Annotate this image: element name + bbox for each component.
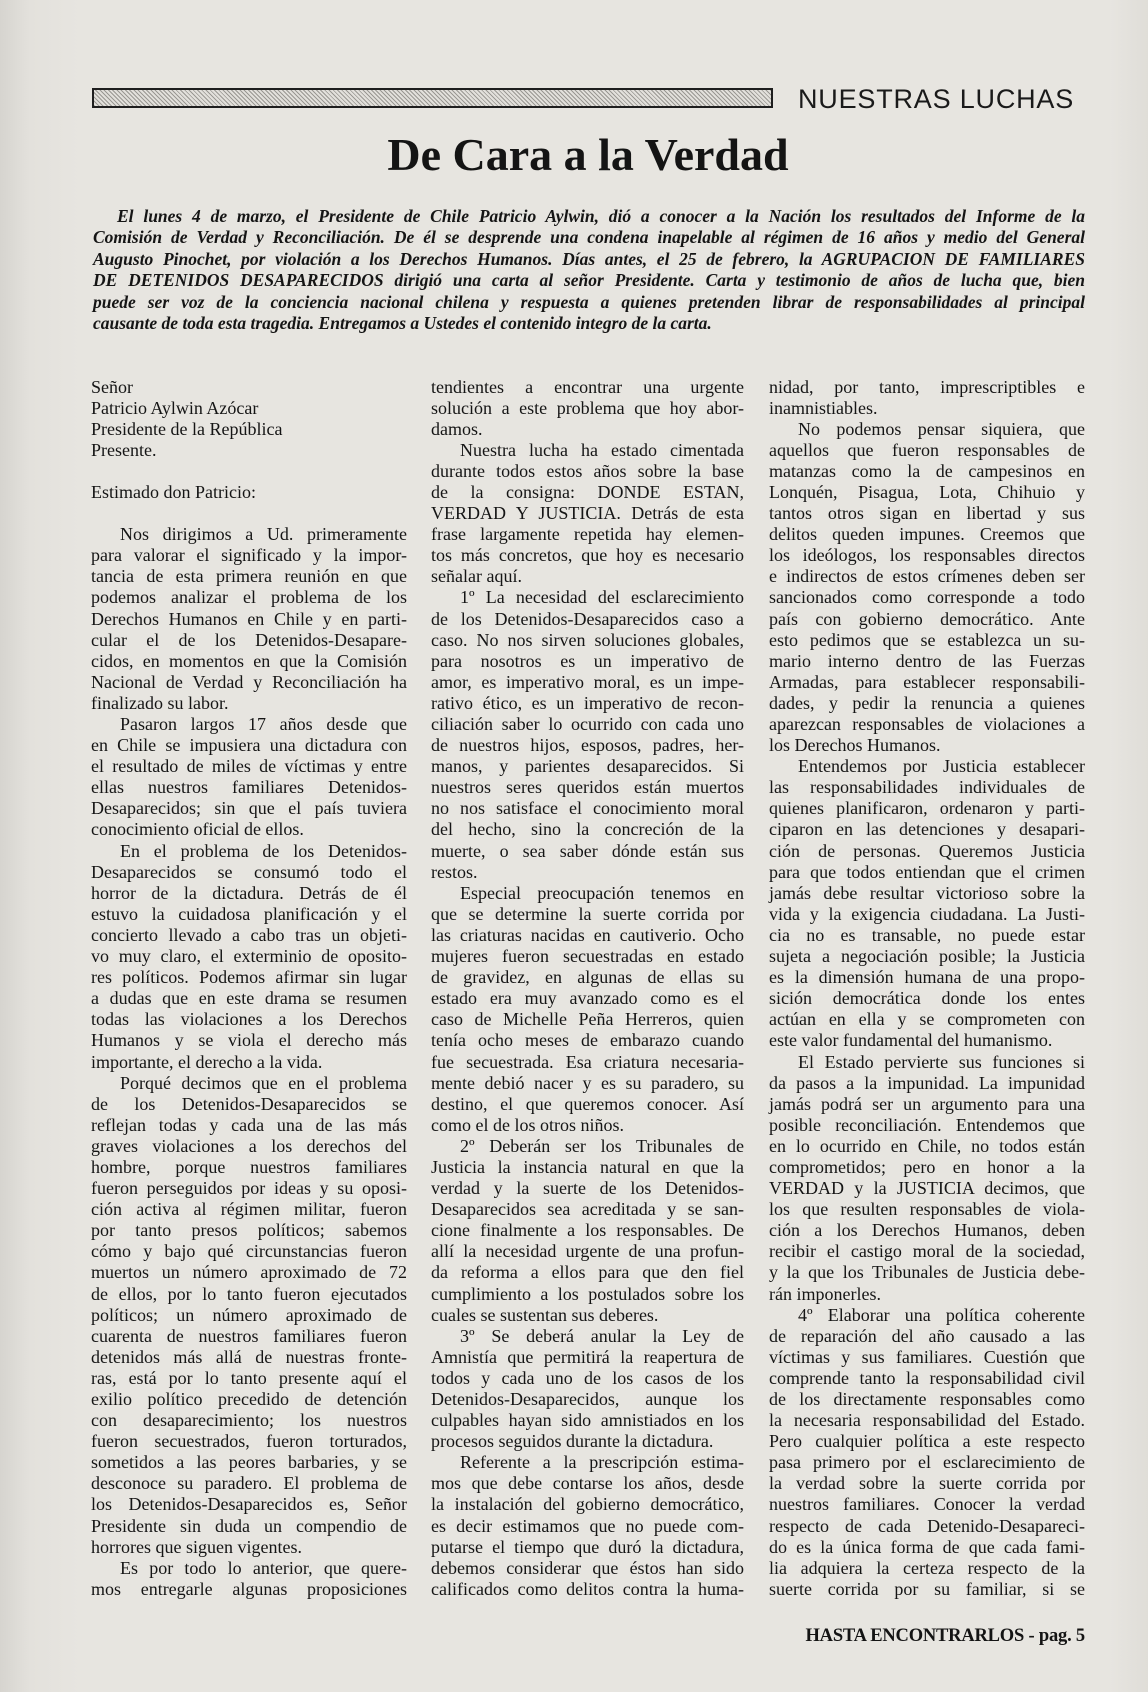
- column-2: [431, 377, 744, 1600]
- text-line: muertos un número aproximado de 72: [91, 1262, 407, 1283]
- text-line: comprende tanto la responsabilidad civil: [769, 1367, 1085, 1388]
- text-line: caso de Michelle Peña Herreros, quien: [431, 1009, 744, 1030]
- text-line: todos y cada uno de los casos de los: [431, 1367, 744, 1388]
- text-line: calificados como delitos contra la huma-: [431, 1578, 744, 1599]
- text-line: desconoce su paradero. El problema de: [91, 1473, 407, 1494]
- text-line: importante, el derecho a la vida.: [91, 1051, 323, 1072]
- text-line: respecto de cada Detenido-Desapareci-: [769, 1515, 1085, 1536]
- text-line: cuarenta de nuestros familiares fueron: [91, 1325, 407, 1346]
- text-line: Es por todo lo anterior, que quere-: [120, 1557, 407, 1578]
- text-line: restos.: [431, 861, 478, 882]
- text-line: actúan en ella y se comprometen con: [769, 1009, 1085, 1030]
- intro-paragraph: [93, 206, 1085, 334]
- text-line: rativo ético, es un imperativo de recon-: [431, 692, 744, 713]
- recipient-line: Señor: [91, 376, 133, 397]
- paragraph: [769, 1305, 1085, 1600]
- text-line: Humanos y se viola el derecho más: [91, 1030, 407, 1051]
- text-line: dades, y pedir la renuncia a quienes: [769, 692, 1085, 713]
- column-1-body: [91, 524, 407, 1600]
- text-line: por tanto presos políticos; sabemos: [91, 1220, 407, 1241]
- text-line: VERDAD Y JUSTICIA. Detrás de esta: [431, 503, 744, 524]
- text-line: destino, el que queremos conocer. Así: [431, 1093, 744, 1114]
- text-line: nuestros seres queridos están muertos: [431, 777, 744, 798]
- text-line: con desaparecimiento; los nuestros: [91, 1410, 407, 1431]
- text-line: país con gobierno democrático. Ante: [769, 608, 1085, 629]
- text-line: Pero cualquier política a este respecto: [769, 1431, 1085, 1452]
- text-line: rán imponerles.: [769, 1283, 881, 1304]
- column-3-body: [769, 377, 1085, 1600]
- paragraph: [91, 714, 407, 841]
- text-line: es la dimensión humana de una propo-: [769, 967, 1085, 988]
- text-line: culpables hayan sido amnistiados en los: [431, 1410, 744, 1431]
- text-line: ción de personas. Queremos Justicia: [769, 840, 1085, 861]
- paragraph: [431, 1136, 744, 1326]
- text-line: la verdad sobre la suerte corrida por: [769, 1473, 1085, 1494]
- text-line: En el problema de los Detenidos-: [120, 840, 407, 861]
- text-line: de gravidez, en algunas de ellas su: [431, 967, 744, 988]
- text-line: res políticos. Podemos afirmar sin lugar: [91, 967, 407, 988]
- text-line: horrores que siguen vigentes.: [91, 1536, 302, 1557]
- paragraph: [769, 419, 1085, 757]
- paragraph: [431, 883, 744, 1136]
- text-line: en lo ocurrido en Chile, no todos están: [769, 1135, 1085, 1156]
- text-line: verdad y la suerte de los Detenidos-: [431, 1178, 744, 1199]
- column-1: [91, 377, 407, 1600]
- paragraph: [431, 377, 744, 440]
- text-line: finalizado su labor.: [91, 692, 229, 713]
- text-line: delitos queden impunes. Creemos que: [769, 524, 1085, 545]
- text-line: nuestros familiares. Conocer la verdad: [769, 1494, 1085, 1515]
- text-line: 3º Se deberá anular la Ley de: [460, 1325, 744, 1346]
- paragraph: [91, 841, 407, 1073]
- text-line: fueron perseguidos por ideas y su oposi-: [91, 1178, 407, 1199]
- text-line: cione finalmente a los responsables. De: [431, 1220, 744, 1241]
- text-line: de nuestros hijos, esposos, padres, her-: [431, 735, 744, 756]
- text-line: allí la necesidad urgente de una profun-: [431, 1241, 744, 1262]
- text-line: Nacional de Verdad y Reconciliación ha: [91, 671, 407, 692]
- text-line: Nos dirigimos a Ud. primeramente: [120, 524, 407, 545]
- text-line: esto pedimos que se establezca un su-: [769, 629, 1085, 650]
- text-line: mujeres fueron secuestradas en estado: [431, 946, 744, 967]
- text-line: VERDAD y la JUSTICIA decimos, que: [769, 1178, 1085, 1199]
- text-line: cidos, en momentos en que la Comisión: [91, 650, 407, 671]
- text-line: da reforma a ellos para que den fiel: [431, 1262, 744, 1283]
- recipient-line: Presidente de la República: [91, 418, 283, 439]
- text-line: ciliación saber lo ocurrido con cada uno: [431, 714, 744, 734]
- text-line: tancia de esta primera reunión en que: [91, 566, 407, 587]
- text-line: las responsabilidades individuales de: [769, 777, 1085, 798]
- text-line: Amnistía que permitirá la reapertura de: [431, 1346, 744, 1367]
- text-line: procesos seguidos durante la dictadura.: [431, 1431, 714, 1452]
- paragraph: [769, 377, 1085, 419]
- text-line: Justicia la instancia natural en que la: [431, 1156, 744, 1177]
- text-line: vida y la exigencia ciudadana. La Justi-: [769, 903, 1085, 924]
- text-line: aparezcan responsables de violaciones a: [769, 714, 1085, 734]
- text-line: amor, es imperativo moral, es un impe-: [431, 671, 744, 692]
- text-line: solución a este problema que hoy abor-: [431, 397, 744, 418]
- text-line: como el de los otros niños.: [431, 1114, 624, 1135]
- text-line: de los Detenidos-Desaparecidos caso a: [431, 608, 744, 629]
- text-line: cular el de los Detenidos-Desapare-: [91, 629, 407, 650]
- text-line: inamnistiables.: [769, 397, 878, 418]
- text-line: comprometidos; pero en honor a la: [769, 1156, 1085, 1177]
- text-line: ras, está por lo tanto presente aquí el: [91, 1367, 407, 1388]
- text-line: frase largamente repetida hay elemen-: [431, 524, 744, 545]
- text-line: mario interno dentro de las Fuerzas: [769, 650, 1085, 671]
- text-line: Desaparecidos sea acreditada y se san-: [431, 1199, 744, 1220]
- text-line: horror de la dictadura. Detrás de él: [91, 882, 407, 903]
- text-line: Desaparecidos se consumó todo el: [91, 861, 407, 882]
- paragraph: [91, 524, 407, 714]
- text-line: manos, y parientes desaparecidos. Si: [431, 756, 744, 777]
- text-line: Pasaron largos 17 años desde que: [120, 714, 407, 734]
- intro-line: Augusto Pinochet, por violación a los Derechos Humanos. Días antes, el 25 de febrero, la AGRUPACION DE FAMILIARES: [93, 248, 1085, 269]
- text-line: estuvo la cuidadosa planificación y el: [91, 903, 407, 924]
- text-line: tenía ocho meses de embarazo cuando: [431, 1030, 744, 1051]
- text-line: jamás debe resultar victorioso sobre la: [769, 882, 1085, 903]
- text-line: suerte corrida por su familiar, si se: [769, 1578, 1085, 1599]
- text-line: en Chile se impusiera una dictadura con: [91, 735, 407, 756]
- text-line: do es la única forma de que cada fami-: [769, 1536, 1085, 1557]
- text-line: es decir estimamos que no puede com-: [431, 1515, 744, 1536]
- text-line: muerte, o sea saber dónde están sus: [431, 840, 744, 861]
- paragraph: [431, 1326, 744, 1453]
- text-line: matanzas como la de campesinos en: [769, 460, 1085, 481]
- text-line: cuales se sustentan sus deberes.: [431, 1304, 659, 1325]
- column-3: [769, 377, 1085, 1600]
- text-line: a dudas que en este drama se resumen: [91, 988, 407, 1009]
- text-line: los ideólogos, los responsables directos: [769, 545, 1085, 566]
- text-line: mos que debe contarse los años, desde: [431, 1473, 744, 1494]
- text-line: estado era muy avanzado como es el: [431, 988, 744, 1009]
- page-footer-label: HASTA ENCONTRARLOS - pag. 5: [805, 1626, 1085, 1646]
- text-line: lia adquiera la certeza respecto de la: [769, 1557, 1085, 1578]
- text-line: que se determine la suerte corrida por: [431, 903, 744, 924]
- text-line: Armadas, para establecer responsabili-: [769, 671, 1085, 692]
- text-line: Especial preocupación tenemos en: [460, 882, 744, 903]
- text-line: sancionados como corresponde a todo: [769, 587, 1085, 608]
- text-line: de ellos, por lo tanto fueron ejecutados: [91, 1283, 407, 1304]
- text-line: para que todos entiendan que el crimen: [769, 861, 1085, 882]
- text-line: víctimas y sus familiares. Cuestión que: [769, 1346, 1085, 1367]
- letter-salutation: Estimado don Patricio:: [91, 481, 256, 502]
- text-line: para valorar el significado y la impor-: [91, 545, 407, 566]
- text-line: No podemos pensar siquiera, que: [798, 418, 1085, 439]
- text-line: la instalación del gobierno democrático,: [431, 1494, 744, 1515]
- text-line: vo muy claro, el exterminio de oposito-: [91, 946, 407, 967]
- text-line: el resultado de miles de víctimas y entre: [91, 756, 407, 777]
- text-line: todas las violaciones a los Derechos: [91, 1009, 407, 1030]
- text-line: quienes planificaron, ordenaron y parti-: [769, 798, 1085, 819]
- text-line: Derechos Humanos en Chile y en parti-: [91, 608, 407, 629]
- text-line: las criaturas nacidas en cautiverio. Ocho: [431, 924, 744, 945]
- text-line: los que resulten responsables de viola-: [769, 1199, 1085, 1220]
- paragraph: [431, 587, 744, 882]
- text-line: y la que los Tribunales de Justicia debe-: [769, 1262, 1085, 1283]
- text-line: nidad, por tanto, imprescriptibles e: [769, 376, 1085, 397]
- paragraph: [431, 1452, 744, 1600]
- text-line: ciparon en las detenciones y desapari-: [769, 819, 1085, 840]
- text-line: de los directamente responsables como: [769, 1389, 1085, 1409]
- section-label: NUESTRAS LUCHAS: [798, 84, 1075, 114]
- text-line: Lonquén, Pisagua, Lota, Chihuio y: [769, 481, 1085, 502]
- text-line: sición democrática donde los entes: [769, 988, 1085, 1009]
- text-line: Presidente sin duda un compendio de: [91, 1515, 407, 1536]
- text-line: caso. No nos sirven soluciones globales,: [431, 629, 744, 650]
- text-line: de la consigna: DONDE ESTAN,: [431, 481, 744, 502]
- intro-line: causante de toda esta tragedia. Entregamos a Ustedes el contenido integro de la carta.: [93, 312, 712, 333]
- text-line: durante todos estos años sobre la base: [431, 460, 744, 481]
- text-line: e indirectos de estos crímenes deben ser: [769, 566, 1085, 587]
- text-line: de reparación del año causado a las: [769, 1325, 1085, 1346]
- text-line: Entendemos por Justicia establecer: [798, 756, 1085, 777]
- text-line: ellas nuestros familiares Detenidos-: [91, 777, 407, 798]
- text-line: 4º Elaborar una política coherente: [798, 1304, 1085, 1325]
- text-line: fueron secuestrados, fueron torturados,: [91, 1431, 407, 1452]
- text-line: Porqué decimos que en el problema: [120, 1072, 407, 1093]
- text-line: podemos analizar el problema de los: [91, 587, 407, 608]
- text-line: tantos otros sigan en libertad y sus: [769, 503, 1085, 524]
- text-line: políticos; un número aproximado de: [91, 1304, 407, 1325]
- text-line: no nos satisface el conocimiento moral: [431, 798, 744, 819]
- text-line: Nuestra lucha ha estado cimentada: [460, 439, 744, 460]
- text-line: Detenidos-Desaparecidos, aunque los: [431, 1389, 744, 1409]
- text-line: recibir el castigo moral de la sociedad,: [769, 1241, 1085, 1262]
- text-line: mos entregarle algunas proposiciones: [91, 1578, 407, 1599]
- section-rule-bar: [92, 88, 773, 108]
- text-line: graves violaciones a los derechos del: [91, 1135, 407, 1156]
- text-line: jamás podrá ser un argumento para una: [769, 1093, 1085, 1114]
- paragraph: [91, 1073, 407, 1558]
- paragraph: [769, 1052, 1085, 1305]
- recipient-line: Presente.: [91, 439, 157, 460]
- intro-line: puede ser voz de la conciencia nacional chilena y respuesta a quienes pretenden librar de responsabilidades al principal: [93, 291, 1085, 312]
- intro-line: DE DETENIDOS DESAPARECIDOS dirigió una carta al señor Presidente. Carta y testimonio de años de lucha que, bien: [93, 270, 1085, 291]
- text-line: El Estado pervierte sus funciones si: [798, 1051, 1085, 1072]
- text-line: da pasos a la impunidad. La impunidad: [769, 1072, 1085, 1093]
- text-line: 1º La necesidad del esclarecimiento: [460, 587, 744, 608]
- text-line: debemos considerar que éstos han sido: [431, 1557, 744, 1578]
- text-line: aquellos que fueron responsables de: [769, 439, 1085, 460]
- text-line: conocimiento oficial de ellos.: [91, 819, 304, 840]
- text-line: ción activa al régimen militar, fueron: [91, 1199, 407, 1220]
- text-line: Referente a la prescripción estima-: [460, 1452, 744, 1473]
- text-line: fue secuestrada. Esa criatura necesaria-: [431, 1051, 744, 1072]
- paragraph: [769, 756, 1085, 1051]
- text-line: sujeta a negociación posible; la Justicia: [769, 946, 1085, 967]
- text-line: posible reconciliación. Entendemos que: [769, 1114, 1085, 1135]
- text-line: hombre, porque nuestros familiares: [91, 1156, 407, 1177]
- text-line: este valor fundamental del humanismo.: [769, 1030, 1053, 1051]
- text-line: Desaparecidos; sin que el país tuviera: [91, 798, 407, 819]
- text-line: exilio político precedido de detención: [91, 1389, 407, 1409]
- text-line: cumplimiento a los postulados sobre los: [431, 1283, 744, 1304]
- column-2-body: [431, 377, 744, 1600]
- text-line: señalar aquí.: [431, 566, 522, 587]
- text-line: los Derechos Humanos.: [769, 735, 941, 756]
- text-line: tos más concretos, que hoy es necesario: [431, 545, 744, 566]
- text-line: del hecho, sino la concreción de la: [431, 819, 744, 840]
- text-line: 2º Deberán ser los Tribunales de: [460, 1135, 744, 1156]
- paragraph: [91, 1558, 407, 1600]
- text-line: pasa primero por el esclarecimiento de: [769, 1452, 1085, 1473]
- text-line: de los Detenidos-Desaparecidos se: [91, 1093, 407, 1114]
- text-line: cómo y bajo qué circunstancias fueron: [91, 1241, 407, 1262]
- text-line: concierto llevado a cabo tras un objeti-: [91, 924, 407, 945]
- text-line: reflejan todas y cada una de las más: [91, 1114, 407, 1135]
- text-line: sometidos a las peores barbaries, y se: [91, 1452, 407, 1473]
- recipient-line: Patricio Aylwin Azócar: [91, 397, 259, 418]
- text-line: cia no es transable, no puede estar: [769, 924, 1085, 945]
- intro-line: Comisión de Verdad y Reconciliación. De él se desprende una condena inapelable al régimen de 16 años y medio del General: [93, 227, 1085, 248]
- text-line: los Detenidos-Desaparecidos es, Señor: [91, 1494, 407, 1515]
- text-line: la necesaria responsabilidad del Estado.: [769, 1410, 1085, 1431]
- text-line: tendientes a encontrar una urgente: [431, 376, 744, 397]
- paragraph: [431, 440, 744, 588]
- text-line: damos.: [431, 418, 483, 439]
- text-line: putarse el tiempo que duró la dictadura,: [431, 1536, 744, 1557]
- letter-recipient: [91, 377, 407, 461]
- text-line: para nosotros es un imperativo de: [431, 650, 744, 671]
- text-line: detenidos más allá de nuestras fronte-: [91, 1346, 407, 1367]
- intro-line: El lunes 4 de marzo, el Presidente de Chile Patricio Aylwin, dió a conocer a la Nación los resultados del Informe de la: [117, 206, 1085, 226]
- text-line: mente debió nacer y es su paradero, su: [431, 1072, 744, 1093]
- article-title: De Cara a la Verdad: [387, 129, 789, 180]
- text-line: ción a los Derechos Humanos, deben: [769, 1220, 1085, 1241]
